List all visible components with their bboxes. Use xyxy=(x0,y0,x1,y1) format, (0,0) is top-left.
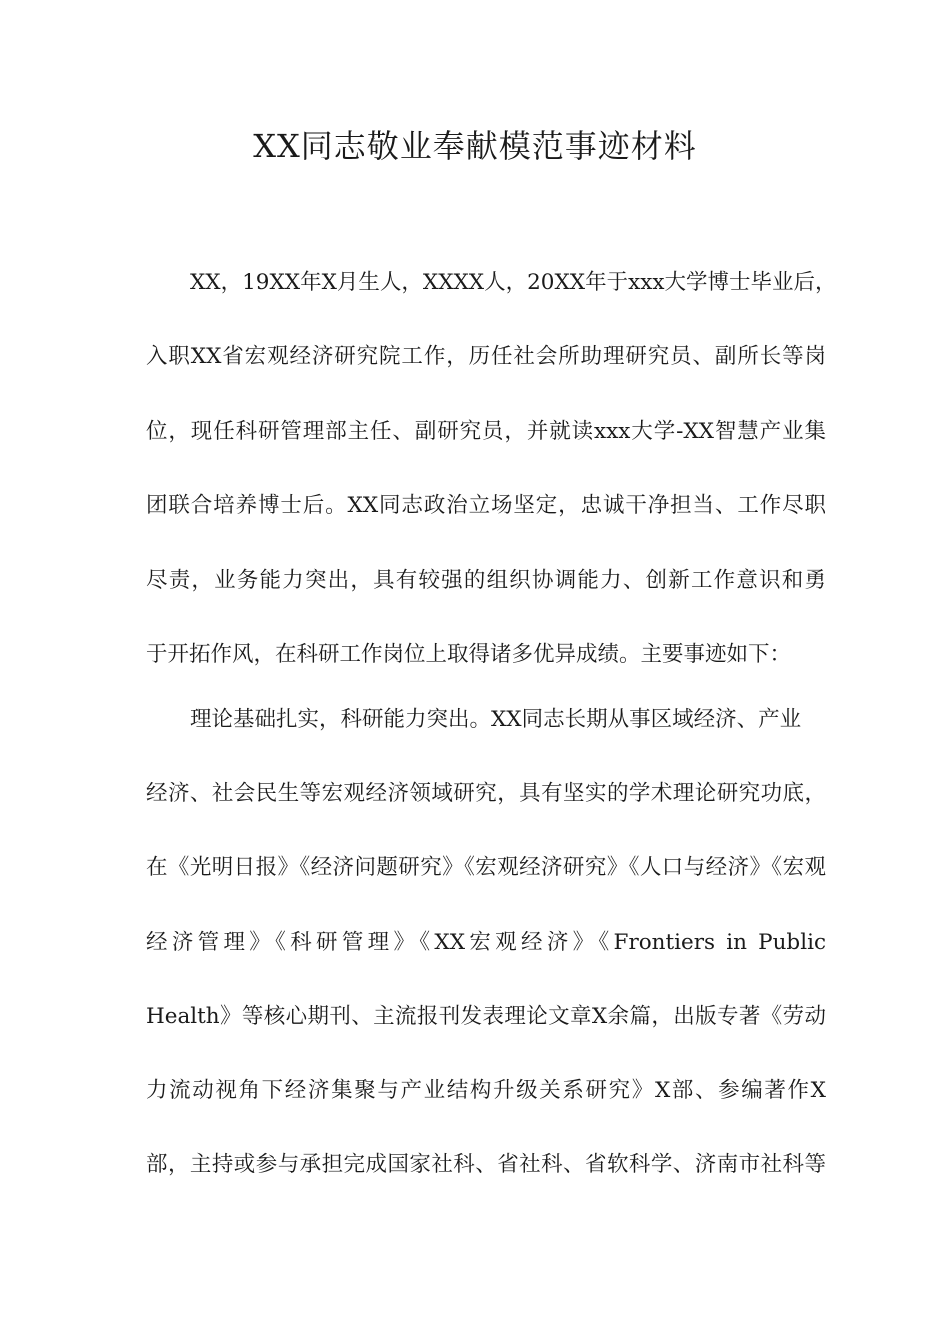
paragraph-1-line-2: 入职XX省宏观经济研究院工作，历任社会所助理研究员、副所长等岗 xyxy=(146,344,826,369)
paragraph-1-line-4: 团联合培养博士后。XX同志政治立场坚定，忠诚干净担当、工作尽职 xyxy=(146,493,826,518)
paragraph-1-line-1: XX，19XX年X月生人，XXXX人，20XX年于xxx大学博士毕业后， xyxy=(190,270,837,295)
paragraph-2-line-7: 部，主持或参与承担完成国家社科、省社科、省软科学、济南市社科等 xyxy=(146,1152,826,1177)
paragraph-2-line-6: 力流动视角下经济集聚与产业结构升级关系研究》X部、参编著作X xyxy=(146,1078,826,1103)
paragraph-2-line-3: 在《光明日报》《经济问题研究》《宏观经济研究》《人口与经济》《宏观 xyxy=(146,855,826,880)
document-title: XX同志敬业奉献模范事迹材料 xyxy=(253,127,697,165)
paragraph-2-line-2: 经济、社会民生等宏观经济领域研究，具有坚实的学术理论研究功底， xyxy=(146,781,826,806)
paragraph-2-line-1: 理论基础扎实，科研能力突出。XX同志长期从事区域经济、产业 xyxy=(190,707,802,732)
paragraph-2-line-5: Health》等核心期刊、主流报刊发表理论文章X余篇，出版专著《劳动 xyxy=(146,1004,826,1029)
paragraph-1-line-5: 尽责，业务能力突出，具有较强的组织协调能力、创新工作意识和勇 xyxy=(146,568,826,593)
paragraph-1-line-3: 位，现任科研管理部主任、副研究员，并就读xxx大学-XX智慧产业集 xyxy=(146,419,826,444)
paragraph-1-line-6: 于开拓作风，在科研工作岗位上取得诸多优异成绩。主要事迹如下： xyxy=(146,642,792,667)
paragraph-2-line-4: 经济管理》《科研管理》《XX宏观经济》《Frontiers in Public xyxy=(146,930,826,955)
